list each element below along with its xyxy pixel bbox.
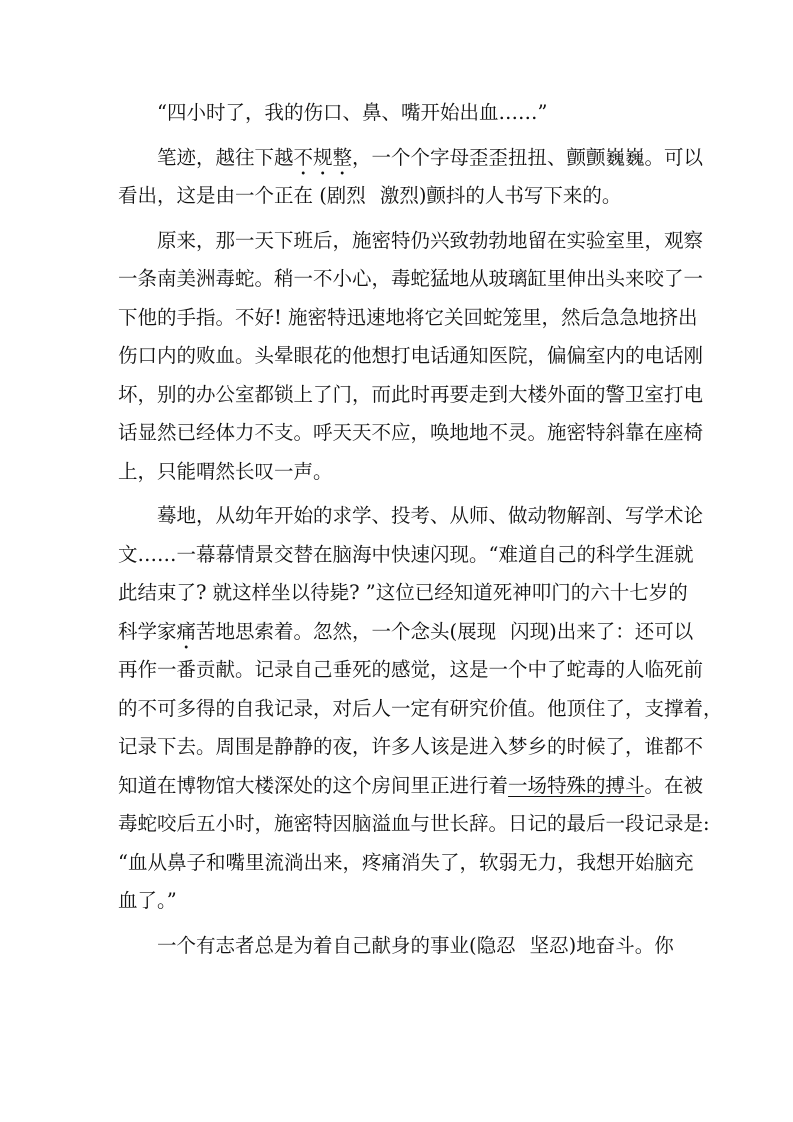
text-run: 蓦地，从幼年开始的求学、投考、从师、做动物解剖、写学术论 [157, 504, 704, 527]
text-line [118, 728, 704, 767]
text-run: “血从鼻子和嘴里流淌出来，疼痛消失了，软弱无力，我想开始脑充 [118, 850, 694, 874]
text-line [118, 690, 723, 729]
text-line [118, 139, 704, 178]
text-run: 文……一幕幕情景交替在脑海中快速闪现。“难道自己的科学生涯就 [118, 542, 694, 566]
emphasis-text: 痛 [176, 619, 197, 643]
text-run: ，一个个字母歪歪扭扭、颤颤巍巍。可以 [352, 145, 704, 169]
emphasis-text: 不规整 [293, 145, 353, 169]
text-run: 激烈)颤抖的人书写下来的。 [379, 184, 622, 207]
text-line [118, 927, 684, 966]
text-line [118, 453, 684, 492]
text-run: 闪现)出来了：还可以 [510, 619, 694, 643]
text-run: 苦地思索着。忽然，一个念头(展现 [196, 619, 497, 643]
text-line [118, 414, 704, 453]
text-run: 知道在博物馆大楼深处的这个房间里正进行着 [118, 773, 509, 797]
text-run: 一条南美洲毒蛇。稍一不小心，毒蛇猛地从玻璃缸里伸出头来咬了一 [118, 267, 704, 290]
text-line [118, 497, 704, 536]
underlined-text: 一场特殊的搏斗 [508, 773, 645, 797]
text-run: 原来，那一天下班后，施密特仍兴致勃勃地留在实验室里，观察 [157, 228, 704, 252]
text-line [118, 805, 710, 844]
text-run: 毒蛇咬后五小时，施密特因脑溢血与世长辞。日记的最后一段记录是: [118, 812, 710, 835]
text-run: 下他的手指。不好! 施密特迅速地将它关回蛇笼里，然后急急地挤出 [118, 305, 698, 329]
text-run: 坏，别的办公室都锁上了门，而此时再要走到大楼外面的警卫室打电 [118, 382, 704, 406]
text-run: 的不可多得的自我记录，对后人一定有研究价值。他顶住了，支撑着， [118, 696, 723, 720]
text-run: 坚忍)地奋斗。你 [529, 933, 674, 957]
paragraph [118, 139, 704, 216]
text-line [118, 613, 694, 652]
paragraph [118, 927, 684, 966]
text-line [118, 574, 688, 613]
text-line [118, 337, 704, 376]
text-line [118, 882, 684, 921]
text-run: 一个有志者总是为着自己献身的事业(隐忍 [157, 933, 516, 957]
text-run: 伤口内的败血。头晕眼花的他想打电话通知医院，偏偏室内的电话刚 [118, 344, 704, 367]
text-run: 看出，这是由一个正在 (剧烈 [118, 184, 366, 207]
text-run: 话显然已经体力不支。呼天天不应，唤地地不灵。施密特斜靠在座椅 [118, 421, 704, 444]
text-line [118, 767, 704, 806]
text-line [118, 651, 704, 690]
text-line [118, 299, 698, 338]
document-body [118, 94, 723, 965]
paragraph [118, 222, 704, 492]
paragraph [118, 497, 723, 921]
paragraph [118, 94, 684, 133]
text-run: 科学家 [118, 619, 177, 643]
text-run: 血了。” [118, 889, 177, 912]
text-line [118, 94, 684, 133]
text-line [118, 844, 694, 883]
text-line [118, 177, 684, 216]
text-run: 此结束了? 就这样坐以待毙? ”这位已经知道死神叩门的六十七岁的 [118, 581, 688, 604]
text-run: 上，只能喟然长叹一声。 [118, 459, 333, 483]
text-line [118, 222, 704, 261]
text-line [118, 536, 694, 575]
text-run: 笔迹，越往下越 [157, 145, 294, 169]
text-line [118, 376, 704, 415]
text-run: 记录下去。周围是静静的夜，许多人该是进入梦乡的时候了，谁都不 [118, 735, 704, 758]
text-run: 。在被 [644, 773, 704, 797]
text-line [118, 260, 704, 299]
text-run: “四小时了，我的伤口、鼻、嘴开始出血……” [157, 101, 548, 124]
text-run: 再作一番贡献。记录自己垂死的感觉，这是一个中了蛇毒的人临死前 [118, 658, 704, 681]
